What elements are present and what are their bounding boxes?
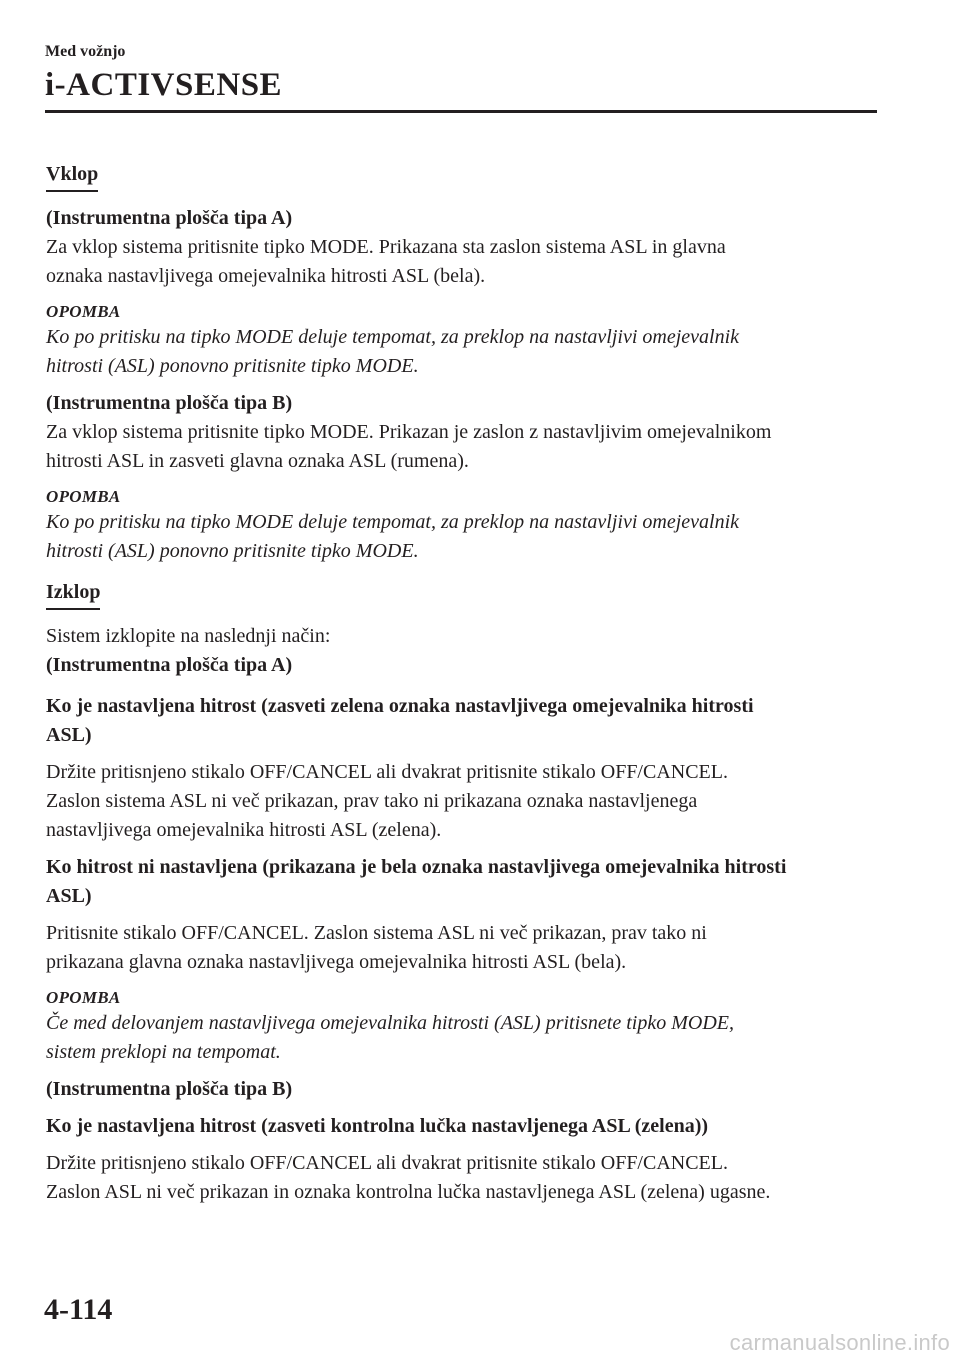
heading-izklop: Izklop bbox=[46, 578, 100, 610]
case-title: ASL) bbox=[46, 724, 92, 746]
paragraph-line: oznaka nastavljivega omejevalnika hitrosti ASL (bela). bbox=[46, 265, 486, 287]
paragraph-line: Zaslon ASL ni več prikazan in oznaka kontrolna lučka nastavljenega ASL (zelena) ugasne. bbox=[46, 1181, 771, 1203]
note-line: sistem preklopi na tempomat. bbox=[46, 1041, 281, 1063]
header-divider bbox=[45, 110, 877, 113]
note-line: Ko po pritisku na tipko MODE deluje tempomat, za preklop na nastavljivi omejevalnik bbox=[46, 326, 740, 348]
type-b-label: (Instrumentna plošča tipa B) bbox=[46, 392, 293, 414]
note-label: OPOMBA bbox=[46, 988, 121, 1007]
note-line: Ko po pritisku na tipko MODE deluje tempomat, za preklop na nastavljivi omejevalnik bbox=[46, 511, 740, 533]
type-a-label: (Instrumentna plošča tipa A) bbox=[46, 654, 293, 676]
paragraph-line: Zaslon sistema ASL ni več prikazan, prav tako ni prikazana oznaka nastavljenega bbox=[46, 790, 698, 812]
note-label: OPOMBA bbox=[46, 487, 121, 506]
paragraph-line: Za vklop sistema pritisnite tipko MODE. Prikazana sta zaslon sistema ASL in glavna bbox=[46, 236, 726, 258]
paragraph-line: nastavljivega omejevalnika hitrosti ASL (zelena). bbox=[46, 819, 442, 841]
paragraph-line: Držite pritisnjeno stikalo OFF/CANCEL ali dvakrat pritisnite stikalo OFF/CANCEL. bbox=[46, 761, 728, 783]
note-line: hitrosti (ASL) ponovno pritisnite tipko MODE. bbox=[46, 355, 419, 377]
case-title: Ko hitrost ni nastavljena (prikazana je bela oznaka nastavljivega omejevalnika hitrosti bbox=[46, 856, 787, 878]
case-title: Ko je nastavljena hitrost (zasveti kontrolna lučka nastavljenega ASL (zelena)) bbox=[46, 1115, 709, 1137]
chapter-title: i-ACTIVSENSE bbox=[45, 67, 283, 103]
paragraph-line: Držite pritisnjeno stikalo OFF/CANCEL ali dvakrat pritisnite stikalo OFF/CANCEL. bbox=[46, 1152, 728, 1174]
paragraph-line: Za vklop sistema pritisnite tipko MODE. Prikazan je zaslon z nastavljivim omejevalnikom bbox=[46, 421, 772, 443]
paragraph-line: prikazana glavna oznaka nastavljivega omejevalnika hitrosti ASL (bela). bbox=[46, 951, 627, 973]
type-b-label: (Instrumentna plošča tipa B) bbox=[46, 1078, 293, 1100]
page-content bbox=[46, 160, 876, 1207]
page-header bbox=[45, 42, 877, 104]
case-title: Ko je nastavljena hitrost (zasveti zelena oznaka nastavljivega omejevalnika hitrosti bbox=[46, 695, 754, 717]
case-title: ASL) bbox=[46, 885, 92, 907]
note-label: OPOMBA bbox=[46, 302, 121, 321]
type-a-label: (Instrumentna plošča tipa A) bbox=[46, 207, 293, 229]
note-line: Če med delovanjem nastavljivega omejevalnika hitrosti (ASL) pritisnete tipko MODE, bbox=[46, 1012, 734, 1034]
page-number: 4-114 bbox=[44, 1293, 113, 1326]
paragraph-line: Pritisnite stikalo OFF/CANCEL. Zaslon sistema ASL ni več prikazan, prav tako ni bbox=[46, 922, 707, 944]
paragraph-line: hitrosti ASL in zasveti glavna oznaka ASL (rumena). bbox=[46, 450, 469, 472]
paragraph-line: Sistem izklopite na naslednji način: bbox=[46, 625, 331, 647]
section-label: Med vožnjo bbox=[45, 43, 126, 60]
watermark: carmanualsonline.info bbox=[729, 1330, 950, 1355]
note-line: hitrosti (ASL) ponovno pritisnite tipko MODE. bbox=[46, 540, 419, 562]
izklop-heading-wrap bbox=[46, 578, 876, 622]
heading-vklop: Vklop bbox=[46, 160, 98, 192]
